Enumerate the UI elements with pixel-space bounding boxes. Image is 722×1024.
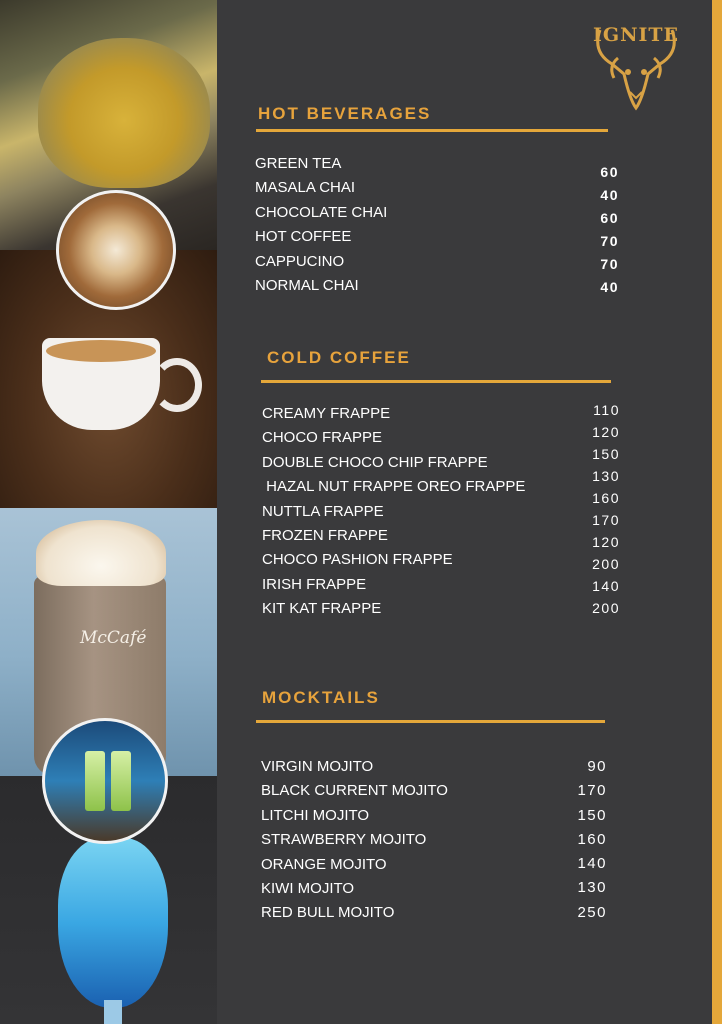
menu-item-price: 110	[593, 402, 620, 418]
menu-item-price: 120	[592, 534, 620, 550]
menu-item-price: 60	[600, 210, 619, 226]
menu-item-price: 200	[592, 556, 620, 572]
menu-item-price: 170	[577, 782, 607, 800]
menu-item-name: STRAWBERRY MOJITO	[261, 831, 427, 849]
coffee-surface-image	[46, 340, 156, 362]
menu-item-price: 70	[600, 233, 619, 249]
menu-item-name: GREEN TEA	[255, 155, 342, 172]
blue-mocktail-glass-image	[58, 838, 168, 1008]
menu-item-name: NORMAL CHAI	[255, 276, 359, 294]
cold-coffee-title: COLD COFFEE	[267, 348, 411, 367]
menu-item-price: 130	[577, 879, 607, 897]
menu-item-price: 170	[592, 512, 620, 528]
cold-coffee-divider	[261, 380, 611, 383]
menu-item-price: 120	[592, 424, 620, 440]
menu-item-price: 250	[577, 903, 607, 921]
mocktails-divider	[256, 720, 605, 723]
menu-item-name: RED BULL MOJITO	[261, 904, 395, 922]
menu-item-name: DOUBLE CHOCO CHIP FRAPPE	[262, 453, 488, 471]
menu-item-price: 130	[592, 468, 620, 484]
menu-item-name: HOT COFFEE	[255, 228, 352, 246]
menu-item-price: 160	[592, 490, 620, 506]
menu-item-price: 40	[600, 187, 619, 203]
menu-item-price: 140	[592, 578, 620, 594]
mojito-glass-image	[85, 751, 105, 811]
menu-item-name: KIWI MOJITO	[261, 879, 355, 897]
logo-text: IGNITE	[593, 24, 679, 46]
mccafe-cup-logo: McCafé	[80, 628, 147, 648]
mocktails-prices	[577, 755, 607, 925]
mocktails-list	[261, 755, 448, 926]
cold-coffee-list	[262, 402, 525, 622]
menu-item-name: CREAMY FRAPPE	[262, 405, 391, 422]
latte-art-circle	[56, 190, 176, 310]
hot-beverages-list	[255, 152, 387, 298]
glass-stem-image	[104, 1000, 122, 1024]
menu-item-price: 40	[600, 279, 619, 295]
menu-item-price: 200	[592, 600, 620, 616]
menu-item-name: CHOCO FRAPPE	[262, 429, 383, 447]
whipped-cream-image	[36, 520, 166, 586]
menu-item-name: FROZEN FRAPPE	[262, 526, 388, 544]
menu-item-price: 150	[577, 806, 607, 824]
menu-item-name: KIT KAT FRAPPE	[262, 600, 382, 618]
menu-item-price: 90	[587, 758, 607, 775]
cup-handle-image	[152, 358, 202, 412]
menu-item-name: BLACK CURRENT MOJITO	[261, 782, 448, 800]
menu-item-name: CAPPUCINO	[255, 252, 345, 270]
ram-skull-icon	[590, 22, 682, 112]
tea-cup-image	[38, 38, 210, 188]
menu-item-price: 150	[592, 446, 620, 462]
menu-item-name: ORANGE MOJITO	[261, 855, 387, 873]
hot-beverages-title: HOT BEVERAGES	[258, 104, 432, 123]
photo-strip	[0, 0, 217, 1024]
hot-beverages-prices	[600, 161, 619, 299]
right-accent-bar	[712, 0, 722, 1024]
menu-item-name: VIRGIN MOJITO	[261, 758, 374, 775]
ignite-logo	[590, 22, 682, 112]
menu-item-price: 160	[577, 830, 607, 848]
menu-item-price: 60	[600, 164, 619, 180]
hot-beverages-divider	[256, 129, 608, 132]
mocktails-title: MOCKTAILS	[262, 688, 380, 707]
menu-item-name: NUTTLA FRAPPE	[262, 502, 384, 520]
mojito-circle	[42, 718, 168, 844]
menu-item-name: HAZAL NUT FRAPPE OREO FRAPPE	[262, 478, 526, 496]
menu-item-name: IRISH FRAPPE	[262, 575, 367, 593]
menu-item-name: MASALA CHAI	[255, 179, 356, 197]
menu-item-name: CHOCOLATE CHAI	[255, 203, 388, 221]
menu-item-name: LITCHI MOJITO	[261, 806, 370, 824]
menu-item-price: 140	[577, 855, 607, 873]
menu-item-name: CHOCO PASHION FRAPPE	[262, 551, 453, 569]
cold-coffee-prices	[592, 399, 620, 619]
mojito-glass-image	[111, 751, 131, 811]
menu-item-price: 70	[600, 256, 619, 272]
